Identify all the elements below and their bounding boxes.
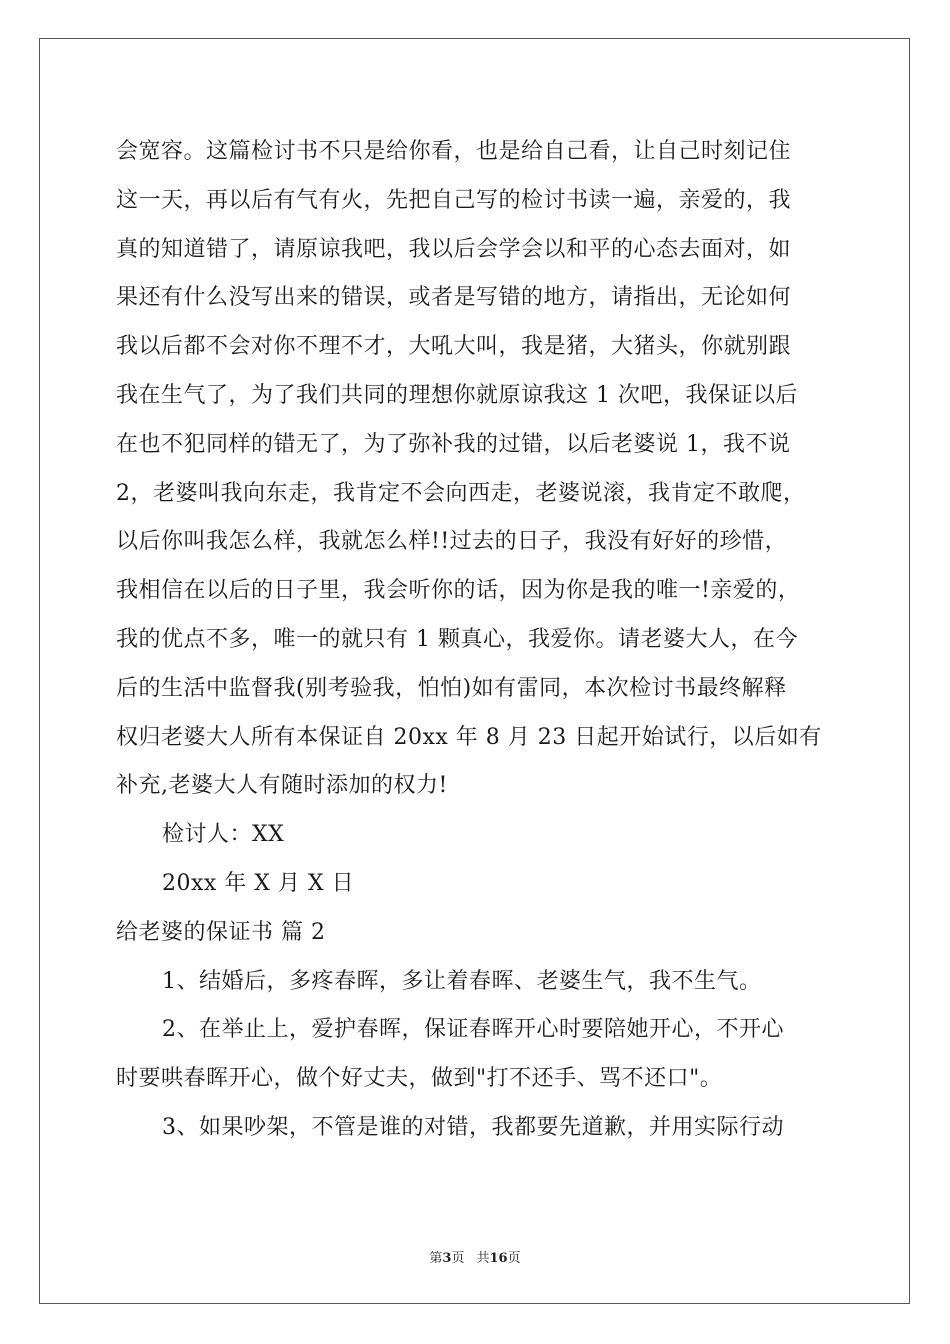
list-item-2-continued: 时要哄春晖开心，做个好丈夫，做到"打不还手、骂不还口"。 — [116, 1066, 723, 1092]
list-item-3: 3、如果吵架，不管是谁的对错，我都要先道歉，并用实际行动 — [162, 1114, 784, 1140]
date-line: 20xx 年 X 月 X 日 — [162, 870, 355, 896]
page-prefix: 第 — [429, 1251, 443, 1266]
body-line: 会宽容。这篇检讨书不只是给你看，也是给自己看，让自己时刻记住 — [116, 139, 792, 164]
body-line: 在也不犯同样的错无了，为了弥补我的过错，以后老婆说 1，我不说 — [116, 431, 791, 457]
body-line: 真的知道错了，请原谅我吧，我以后会学会以和平的心态去面对，如 — [116, 236, 792, 262]
body-line: 2，老婆叫我向东走，我肯定不会向西走，老婆说滚，我肯定不敢爬， — [116, 480, 806, 506]
total-prefix: 共 — [476, 1251, 490, 1266]
page-unit: 页 — [451, 1251, 465, 1266]
body-line: 这一天，再以后有气有火，先把自己写的检讨书读一遍，亲爱的，我 — [116, 187, 792, 213]
page-footer — [0, 1247, 950, 1266]
body-line: 我相信在以后的日子里，我会听你的话，因为你是我的唯一!亲爱的， — [116, 578, 801, 604]
body-line: 以后你叫我怎么样，我就怎么样!!过去的日子，我没有好好的珍惜， — [116, 529, 788, 555]
total-unit: 页 — [507, 1251, 521, 1266]
list-item-1: 1、结婚后，多疼春晖，多让着春晖、老婆生气，我不生气。 — [162, 968, 762, 994]
section-title: 给老婆的保证书 篇 2 — [116, 919, 326, 945]
current-page-number: 3 — [442, 1251, 452, 1266]
body-line: 我在生气了，为了我们共同的理想你就原谅我这 1 次吧，我保证以后 — [116, 382, 798, 408]
body-line: 后的生活中监督我(别考验我，怕怕)如有雷同，本次检讨书最终解释 — [116, 675, 787, 701]
body-line: 果还有什么没写出来的错误，或者是写错的地方，请指出，无论如何 — [116, 285, 792, 311]
total-page-count: 16 — [489, 1251, 508, 1266]
signature-line: 检讨人：XX — [162, 822, 285, 848]
body-line: 我以后都不会对你不理不才，大吼大叫，我是猪，大猪头，你就别跟 — [116, 334, 792, 360]
body-line: 补充,老婆大人有随时添加的权力! — [116, 773, 448, 799]
body-line: 权归老婆大人所有本保证自 20xx 年 8 月 23 日起开始试行，以后如有 — [116, 724, 822, 750]
list-item-2: 2、在举止上，爱护春晖，保证春晖开心时要陪她开心，不开心 — [162, 1017, 784, 1043]
document-body — [116, 128, 836, 1153]
body-line: 我的优点不多，唯一的就只有 1 颗真心，我爱你。请老婆大人，在今 — [116, 626, 798, 652]
